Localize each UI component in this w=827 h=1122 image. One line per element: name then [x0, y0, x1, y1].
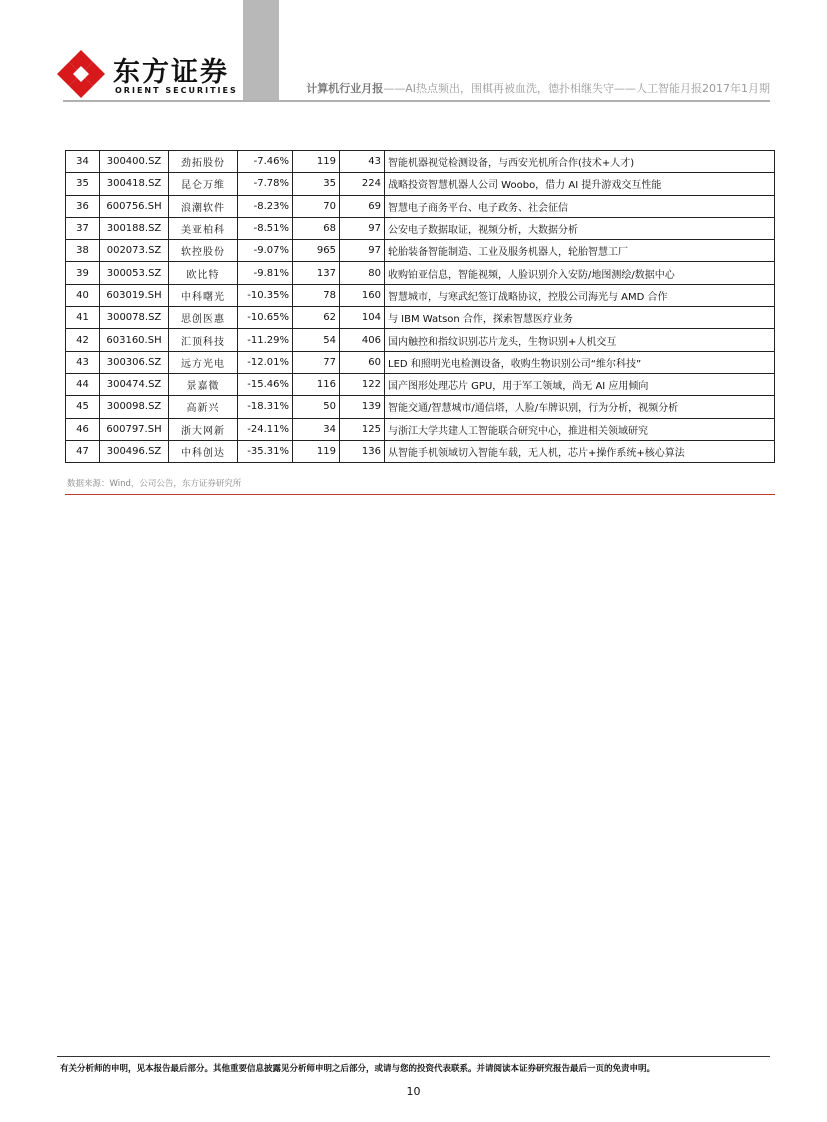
cell-percent-change: -7.78%: [238, 173, 293, 195]
cell-value-2: 160: [340, 284, 385, 306]
cell-value-2: 139: [340, 396, 385, 418]
cell-row-index: 34: [66, 151, 100, 173]
cell-stock-code: 300418.SZ: [100, 173, 169, 195]
cell-percent-change: -35.31%: [238, 440, 293, 462]
source-note: 数据来源：Wind，公司公告，东方证券研究所: [67, 479, 242, 489]
cell-value-1: 78: [293, 284, 340, 306]
stock-table: [65, 150, 775, 463]
cell-stock-code: 603019.SH: [100, 284, 169, 306]
cell-description: LED 和照明光电检测设备，收购生物识别公司“维尔科技”: [385, 351, 775, 373]
cell-percent-change: -18.31%: [238, 396, 293, 418]
page-number: 10: [406, 1085, 421, 1098]
report-subtitle: ——AI热点频出，围棋再被血洗，德扑相继失守——人工智能月报2017年1月期: [383, 82, 770, 95]
stock-table-body: [66, 151, 775, 463]
cell-value-1: 137: [293, 262, 340, 284]
cell-percent-change: -8.23%: [238, 195, 293, 217]
cell-row-index: 40: [66, 284, 100, 306]
header-divider: [63, 100, 770, 102]
report-header-title: [306, 80, 770, 96]
cell-value-2: 104: [340, 307, 385, 329]
cell-percent-change: -7.46%: [238, 151, 293, 173]
cell-stock-code: 300496.SZ: [100, 440, 169, 462]
cell-value-1: 116: [293, 373, 340, 395]
table-row: [66, 373, 775, 395]
company-logo: [55, 48, 255, 104]
footer-divider: [57, 1056, 770, 1057]
cell-value-2: 125: [340, 418, 385, 440]
cell-value-1: 70: [293, 195, 340, 217]
cell-description: 国产图形处理芯片 GPU，用于军工领域，尚无 AI 应用倾向: [385, 373, 775, 395]
cell-value-2: 136: [340, 440, 385, 462]
cell-stock-name: 浙大网新: [169, 418, 238, 440]
cell-description: 智能交通/智慧城市/通信塔，人脸/车牌识别，行为分析，视频分析: [385, 396, 775, 418]
cell-row-index: 43: [66, 351, 100, 373]
table-row: [66, 262, 775, 284]
table-row: [66, 440, 775, 462]
cell-percent-change: -11.29%: [238, 329, 293, 351]
table-row: [66, 195, 775, 217]
cell-percent-change: -15.46%: [238, 373, 293, 395]
cell-value-1: 68: [293, 217, 340, 239]
cell-description: 智能机器视觉检测设备，与西安光机所合作(技术+人才): [385, 151, 775, 173]
cell-stock-code: 300306.SZ: [100, 351, 169, 373]
cell-stock-name: 思创医惠: [169, 307, 238, 329]
logo-english-name: ORIENT SECURITIES: [115, 86, 238, 95]
cell-value-2: 69: [340, 195, 385, 217]
cell-row-index: 36: [66, 195, 100, 217]
cell-percent-change: -8.51%: [238, 217, 293, 239]
cell-stock-name: 欧比特: [169, 262, 238, 284]
cell-stock-code: 300078.SZ: [100, 307, 169, 329]
cell-stock-name: 景嘉微: [169, 373, 238, 395]
cell-stock-code: 600756.SH: [100, 195, 169, 217]
cell-stock-name: 美亚柏科: [169, 217, 238, 239]
source-divider: [65, 494, 775, 495]
cell-value-1: 62: [293, 307, 340, 329]
cell-percent-change: -10.35%: [238, 284, 293, 306]
cell-value-1: 119: [293, 151, 340, 173]
cell-stock-code: 300474.SZ: [100, 373, 169, 395]
cell-description: 从智能手机领域切入智能车载，无人机，芯片+操作系统+核心算法: [385, 440, 775, 462]
table-row: [66, 351, 775, 373]
cell-value-2: 97: [340, 240, 385, 262]
table-row: [66, 240, 775, 262]
cell-stock-name: 浪潮软件: [169, 195, 238, 217]
cell-description: 智慧电子商务平台、电子政务、社会征信: [385, 195, 775, 217]
cell-stock-name: 昆仑万维: [169, 173, 238, 195]
table-row: [66, 329, 775, 351]
cell-row-index: 45: [66, 396, 100, 418]
cell-description: 公安电子数据取证，视频分析，大数据分析: [385, 217, 775, 239]
table-row: [66, 217, 775, 239]
cell-value-1: 77: [293, 351, 340, 373]
cell-percent-change: -9.07%: [238, 240, 293, 262]
table-row: [66, 284, 775, 306]
cell-row-index: 39: [66, 262, 100, 284]
cell-value-2: 80: [340, 262, 385, 284]
cell-stock-name: 软控股份: [169, 240, 238, 262]
cell-value-1: 34: [293, 418, 340, 440]
cell-description: 与浙江大学共建人工智能联合研究中心，推进相关领域研究: [385, 418, 775, 440]
cell-stock-name: 高新兴: [169, 396, 238, 418]
cell-stock-code: 600797.SH: [100, 418, 169, 440]
cell-stock-code: 300400.SZ: [100, 151, 169, 173]
cell-row-index: 35: [66, 173, 100, 195]
cell-row-index: 41: [66, 307, 100, 329]
cell-description: 与 IBM Watson 合作，探索智慧医疗业务: [385, 307, 775, 329]
table-row: [66, 307, 775, 329]
table-row: [66, 418, 775, 440]
cell-value-2: 97: [340, 217, 385, 239]
cell-percent-change: -12.01%: [238, 351, 293, 373]
cell-value-2: 122: [340, 373, 385, 395]
cell-value-1: 54: [293, 329, 340, 351]
cell-stock-code: 300098.SZ: [100, 396, 169, 418]
cell-value-1: 50: [293, 396, 340, 418]
cell-stock-code: 002073.SZ: [100, 240, 169, 262]
cell-stock-code: 603160.SH: [100, 329, 169, 351]
cell-percent-change: -24.11%: [238, 418, 293, 440]
table-row: [66, 396, 775, 418]
cell-value-1: 119: [293, 440, 340, 462]
table-row: [66, 173, 775, 195]
cell-description: 战略投资智慧机器人公司 Woobo，借力 AI 提升游戏交互性能: [385, 173, 775, 195]
cell-stock-name: 中科曙光: [169, 284, 238, 306]
cell-stock-name: 劲拓股份: [169, 151, 238, 173]
cell-stock-name: 远方光电: [169, 351, 238, 373]
cell-value-1: 965: [293, 240, 340, 262]
table-row: [66, 151, 775, 173]
orient-logo-icon: [55, 48, 107, 100]
cell-row-index: 47: [66, 440, 100, 462]
cell-stock-name: 中科创达: [169, 440, 238, 462]
cell-value-2: 43: [340, 151, 385, 173]
cell-row-index: 44: [66, 373, 100, 395]
cell-value-2: 224: [340, 173, 385, 195]
cell-value-1: 35: [293, 173, 340, 195]
footer-disclaimer: 有关分析师的申明，见本报告最后部分。其他重要信息披露见分析师申明之后部分，或请与您的投资代表联系。并请阅读本证券研究报告最后一页的免责申明。: [60, 1064, 656, 1074]
logo-chinese-name: 东方证券: [113, 57, 229, 88]
cell-stock-code: 300188.SZ: [100, 217, 169, 239]
cell-row-index: 42: [66, 329, 100, 351]
cell-row-index: 37: [66, 217, 100, 239]
cell-stock-name: 汇顶科技: [169, 329, 238, 351]
cell-stock-code: 300053.SZ: [100, 262, 169, 284]
cell-percent-change: -9.81%: [238, 262, 293, 284]
cell-percent-change: -10.65%: [238, 307, 293, 329]
cell-value-2: 60: [340, 351, 385, 373]
cell-row-index: 46: [66, 418, 100, 440]
cell-description: 轮胎装备智能制造、工业及服务机器人，轮胎智慧工厂: [385, 240, 775, 262]
cell-row-index: 38: [66, 240, 100, 262]
report-type: 计算机行业月报: [306, 82, 384, 95]
cell-description: 智慧城市，与寒武纪签订战略协议，控股公司海光与 AMD 合作: [385, 284, 775, 306]
cell-value-2: 406: [340, 329, 385, 351]
cell-description: 收购铂亚信息，智能视频，人脸识别介入安防/地图测绘/数据中心: [385, 262, 775, 284]
cell-description: 国内触控和指纹识别芯片龙头，生物识别+人机交互: [385, 329, 775, 351]
